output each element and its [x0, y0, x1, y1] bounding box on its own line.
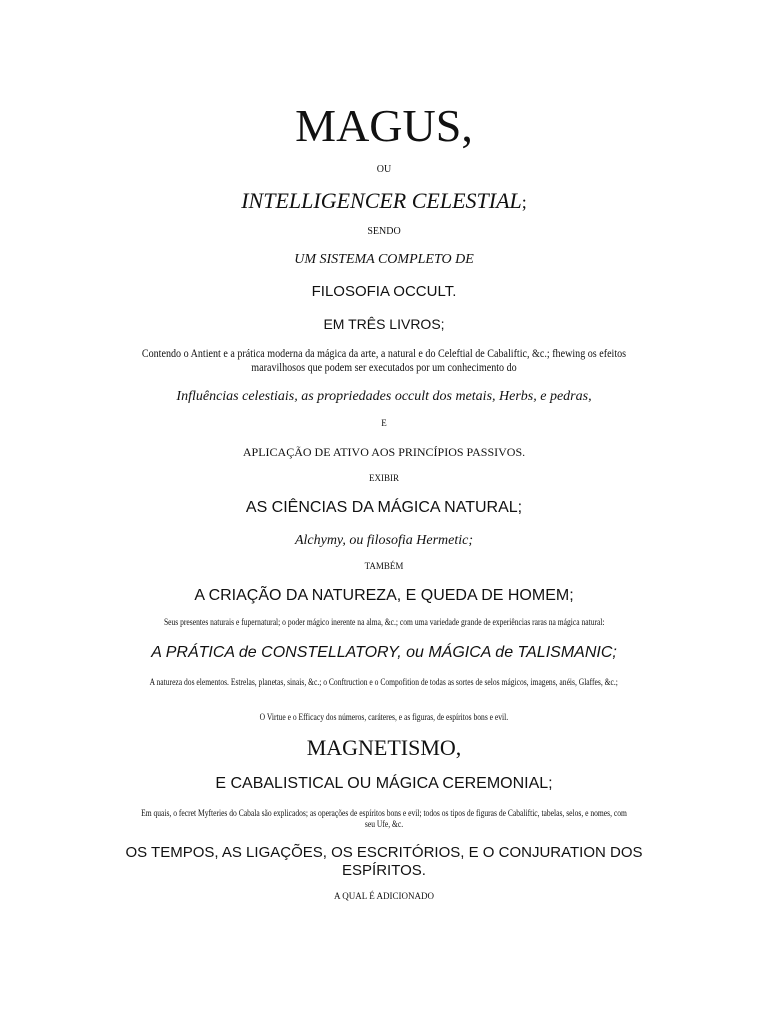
- line-alchymy: Alchymy, ou filosofia Hermetic;: [294, 533, 474, 548]
- paragraph-em-quais-text: Em quais, o fecret Myfteries do Cabala são explicados; as operações de espíritos bons e evil; todos os tipos de figuras de Cabaliftic, tabelas, selos, e nomes, com seu Ufe, &c.: [141, 808, 627, 829]
- paragraph-contendo: [90, 346, 678, 375]
- line-virtue: [0, 713, 768, 722]
- label-ou: OU: [376, 164, 392, 175]
- heading-tres-livros: EM TRÊS LIVROS;: [323, 316, 445, 332]
- paragraph-em-quais: [90, 808, 678, 830]
- title: MAGUS,: [295, 100, 473, 151]
- heading-ciencias: AS CIÊNCIAS DA MÁGICA NATURAL;: [245, 499, 523, 516]
- subtitle: [0, 190, 768, 212]
- label-qual: A QUAL É ADICIONADO: [334, 891, 434, 901]
- paragraph-contendo-text: Contendo o Antient e a prática moderna da mágica da arte, a natural e do Celeftial de Cabaliftic, &c.; fhewing os efeitos maravilhosos que podem ser executados por um conhecimento do: [141, 346, 627, 375]
- paragraph-natureza-elementos-text: A natureza dos elementos. Estrelas, planetas, sinais, &c.; o Conftruction e o Compofition de todas as sortes de selos mágicos, imagens, anéis, Glaffes, &c.;: [149, 677, 619, 687]
- subtitle-punct: ;: [521, 192, 527, 212]
- subtitle-text: INTELLIGENCER CELESTIAL: [241, 188, 522, 213]
- label-exibir: EXIBIR: [369, 473, 399, 483]
- line-seus-presentes-text: Seus presentes naturais e fupernatural; o poder mágico inerente na alma, &c.; com uma variedade grande de experiências raras na mágica natural:: [163, 617, 605, 627]
- line-influencias: Influências celestiais, as propriedades occult dos metais, Herbs, e pedras,: [176, 389, 592, 404]
- heading-aplicacao: APLICAÇÃO DE ATIVO AOS PRINCÍPIOS PASSIVOS.: [242, 445, 526, 459]
- label-tambem: TAMBÉM: [364, 561, 404, 571]
- heading-tempos: OS TEMPOS, AS LIGAÇÕES, OS ESCRITÓRIOS, E O CONJURATION DOS ESPÍRITOS.: [125, 844, 643, 879]
- heading-pratica: A PRÁTICA de CONSTELLATORY, ou MÁGICA de TALISMANIC;: [151, 644, 617, 661]
- line-seus-presentes: [0, 618, 768, 627]
- label-e: E: [381, 418, 387, 428]
- label-sendo: SENDO: [367, 226, 401, 237]
- heading-filosofia: FILOSOFIA OCCULT.: [311, 283, 457, 300]
- paragraph-natureza-elementos: [90, 677, 678, 688]
- heading-sistema: UM SISTEMA COMPLETO DE: [294, 252, 474, 267]
- heading-magnetismo: MAGNETISMO,: [306, 735, 462, 760]
- heading-cabalistical: E CABALISTICAL OU MÁGICA CEREMONIAL;: [215, 775, 553, 792]
- heading-criacao: A CRIAÇÃO DA NATUREZA, E QUEDA DE HOMEM;: [194, 587, 574, 604]
- line-virtue-text: O Virtue e o Efficacy dos números, caráteres, e as figuras, de espíritos bons e evil.: [259, 712, 509, 722]
